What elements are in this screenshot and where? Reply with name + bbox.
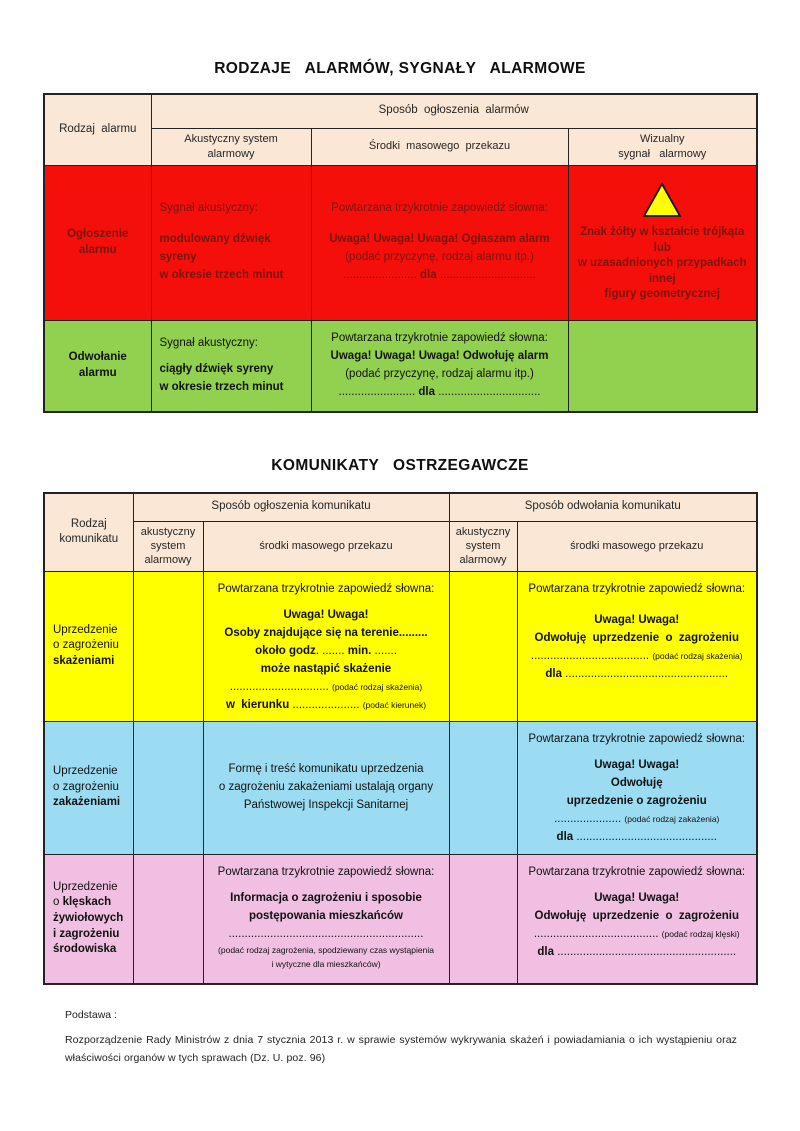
text-line: alarmu — [78, 243, 117, 256]
text-line: Odwołuję uprzedzenie o zagrożeniu — [534, 909, 739, 922]
header-rodzaj-alarmu: Rodzaj alarmu — [44, 94, 151, 165]
cell-zakazenia-srodki — [203, 721, 449, 854]
alarm-types-table — [43, 93, 758, 413]
header-sposob-ogloszenia-komunikatu: Sposób ogłoszenia komunikatu — [133, 493, 449, 521]
text-line: Informacja o zagrożeniu i sposobie — [230, 891, 422, 904]
text-line: Formę i treść komunikatu uprzedzenia — [228, 762, 424, 775]
text-line: o klęskach — [53, 896, 112, 909]
cell-ogloszenie-alarmu — [44, 165, 151, 320]
footer-text: Rozporządzenie Rady Ministrów z dnia 7 stycznia 2013 r. w sprawie systemów wykrywania skażeń i powiadamiania o ich wystąpieniu oraz właściwości organów w tych sprawach (Dz. U. poz. 96) — [65, 1034, 741, 1065]
text-line: innej — [648, 272, 676, 285]
text-line: i zagrożeniu — [53, 927, 120, 940]
text-line: skażeniami — [53, 654, 115, 667]
text-line: o zagrożeniu zakażeniami ustalają organy — [218, 780, 434, 793]
text-line: Powtarzana trzykrotnie zapowiedź słowna: — [331, 331, 548, 344]
text-line: Powtarzana trzykrotnie zapowiedź słowna: — [528, 583, 746, 595]
yellow-triangle-icon — [642, 182, 682, 218]
text-line: komunikatu — [59, 533, 119, 546]
text-line: akustyczny — [140, 525, 196, 538]
header-sposob-odwolania-komunikatu: Sposób odwołania komunikatu — [449, 493, 757, 521]
header-srodki-odwolanie: środki masowego przekazu — [517, 521, 757, 571]
header-akustyczny-odwolanie — [449, 521, 517, 571]
cell-skazenia-akustyczny2-empty — [449, 571, 517, 721]
footer-label: Podstawa : — [65, 1009, 117, 1021]
text-line: Powtarzana trzykrotnie zapowiedź słowna: — [217, 583, 435, 595]
cell-kleski-nazwa — [44, 854, 133, 984]
text-line: Uwaga! Uwaga! Uwaga! Ogłaszam alarm — [329, 232, 550, 245]
text-line: ciągły dźwięk syreny — [159, 362, 274, 375]
text-line: Sygnał akustyczny: — [159, 202, 258, 215]
text-line: Uwaga! Uwaga! Uwaga! Odwołuję alarm — [330, 349, 549, 362]
cell-ogloszenie-srodki — [311, 165, 568, 320]
table-row — [44, 128, 757, 165]
text-line: środowiska — [53, 943, 117, 956]
text-line: Rodzaj — [70, 517, 107, 530]
page-title-2: KOMUNIKATY OSTRZEGAWCZE — [271, 457, 529, 474]
text-line: syreny — [159, 251, 197, 263]
cell-skazenia-odwolanie — [517, 571, 757, 721]
text-line: w okresie trzech minut — [159, 380, 284, 393]
text-line: Państwowej Inspekcji Sanitarnej — [243, 798, 409, 811]
text-line: alarmu — [78, 366, 117, 379]
text-line: lub — [653, 241, 671, 254]
text-line: Znak żółty w kształcie trójkąta — [580, 226, 745, 239]
cell-ogloszenie-wizualny — [568, 165, 757, 320]
text-line: alarmowy — [207, 147, 255, 160]
text-line: modulowany dźwięk — [159, 232, 271, 245]
alarm-announce-row — [44, 165, 757, 320]
cell-odwolanie-alarmu — [44, 320, 151, 412]
text-line: Uwaga! Uwaga! — [594, 613, 680, 626]
text-line: system — [465, 539, 501, 552]
text-line: Sygnał akustyczny: — [159, 337, 258, 350]
text-line: (podać przyczynę, rodzaj alarmu itp.) — [345, 368, 534, 380]
header-rodzaj-komunikatu — [44, 493, 133, 571]
dotted-fill-line: ....................................... (podać rodzaj klęski) — [533, 927, 740, 940]
text-line: Uwaga! Uwaga! — [283, 608, 369, 621]
text-line: Uprzedzenie — [53, 880, 118, 893]
header-akustyczny — [151, 128, 311, 165]
text-line: Odwołuję uprzedzenie o zagrożeniu — [534, 631, 739, 644]
alarm-cancel-row — [44, 320, 757, 412]
text-line: Powtarzana trzykrotnie zapowiedź słowna: — [217, 866, 435, 878]
text-line: Uwaga! Uwaga! — [594, 758, 680, 771]
text-line: system — [150, 539, 186, 552]
dotted-fill-line: dla ........................................................ — [537, 945, 737, 958]
text-line: o zagrożeniu — [53, 780, 119, 793]
header-srodki-ogloszenie: środki masowego przekazu — [203, 521, 449, 571]
dotted-fill-line: w kierunku ..................... (podać kierunek) — [225, 698, 427, 711]
cell-kleski-akustyczny-empty — [133, 854, 203, 984]
cell-zakazenia-odwolanie — [517, 721, 757, 854]
text-line: w uzasadnionych przypadkach — [577, 257, 747, 270]
text-line: i wytyczne dla mieszkańców) — [271, 958, 381, 969]
cell-kleski-odwolanie — [517, 854, 757, 984]
text-line: Powtarzana trzykrotnie zapowiedź słowna: — [528, 733, 746, 745]
header-sposob-ogloszenia: Sposób ogłoszenia alarmów — [151, 94, 757, 128]
natural-disaster-warning-row — [44, 854, 757, 984]
cell-kleski-srodki — [203, 854, 449, 984]
dotted-fill-line: ..................... (podać rodzaj zakażenia) — [554, 812, 720, 825]
legal-basis-footer — [65, 1009, 741, 1068]
cell-odwolanie-akustyczny — [151, 320, 311, 412]
dotted-fill-line: ........................ dla ................................ — [338, 386, 541, 399]
text-line: Uwaga! Uwaga! — [594, 891, 680, 904]
text-line: akustyczny — [455, 525, 511, 538]
text-line: Powtarzana trzykrotnie zapowiedź słowna: — [528, 866, 746, 878]
dotted-fill-line: ............................... (podać rodzaj skażenia) — [229, 680, 423, 693]
text-line: Powtarzana trzykrotnie zapowiedź słowna: — [331, 202, 548, 215]
page-title: RODZAJE ALARMÓW, SYGNAŁY ALARMOWE — [214, 60, 586, 77]
table-row — [44, 493, 757, 521]
text-line: Wizualny — [639, 133, 685, 146]
cell-zakazenia-akustyczny2-empty — [449, 721, 517, 854]
text-line: alarmowy — [144, 554, 192, 567]
contamination-warning-row — [44, 571, 757, 721]
table-row — [44, 521, 757, 571]
header-akustyczny-ogloszenie — [133, 521, 203, 571]
text-line: Akustyczny system — [184, 133, 278, 146]
warning-messages-table — [43, 492, 758, 985]
dotted-fill-line: ....................... dla .............................. — [343, 269, 536, 282]
cell-odwolanie-wizualny-empty — [568, 320, 757, 412]
text-line: Uprzedzenie — [53, 623, 118, 636]
text-line: około godz. ....... min. ....... — [255, 644, 397, 657]
table-row — [44, 94, 757, 128]
text-line: Odwołanie — [68, 351, 127, 364]
dotted-fill-line: ..................................... (podać rodzaj skażenia) — [530, 649, 743, 662]
text-line: (podać rodzaj zagrożenia, spodziewany czas wystąpienia — [218, 944, 434, 955]
text-line: postępowania mieszkańców — [248, 909, 403, 922]
dotted-fill-line: ............................................................. — [228, 927, 424, 940]
cell-odwolanie-srodki — [311, 320, 568, 412]
dotted-fill-line: dla ................................................... — [545, 667, 729, 680]
text-line: sygnał alarmowy — [618, 147, 707, 160]
text-line: zakażeniami — [53, 796, 121, 809]
text-line: Uprzedzenie — [53, 765, 118, 778]
infection-warning-row — [44, 721, 757, 854]
text-line: o zagrożeniu — [53, 639, 119, 652]
text-line: uprzedzenie o zagrożeniu — [566, 794, 707, 807]
cell-zakazenia-nazwa — [44, 721, 133, 854]
text-line: żywiołowych — [53, 911, 124, 924]
cell-zakazenia-akustyczny-empty — [133, 721, 203, 854]
text-line: Odwołuję — [610, 776, 663, 789]
text-line: alarmowy — [459, 554, 507, 567]
cell-skazenia-srodki — [203, 571, 449, 721]
text-line: może nastąpić skażenie — [260, 662, 392, 675]
text-line: figury geometrycznej — [604, 288, 721, 301]
cell-skazenia-akustyczny-empty — [133, 571, 203, 721]
text-line: w okresie trzech minut — [159, 269, 284, 282]
cell-kleski-akustyczny2-empty — [449, 854, 517, 984]
cell-skazenia-nazwa — [44, 571, 133, 721]
dotted-fill-line: dla ............................................ — [556, 830, 717, 843]
text-line: Ogłoszenie — [67, 227, 129, 240]
header-srodki: Środki masowego przekazu — [311, 128, 568, 165]
text-line: Osoby znajdujące się na terenie......... — [224, 626, 428, 639]
text-line: (podać przyczynę, rodzaj alarmu itp.) — [345, 251, 534, 263]
header-wizualny — [568, 128, 757, 165]
cell-ogloszenie-akustyczny — [151, 165, 311, 320]
